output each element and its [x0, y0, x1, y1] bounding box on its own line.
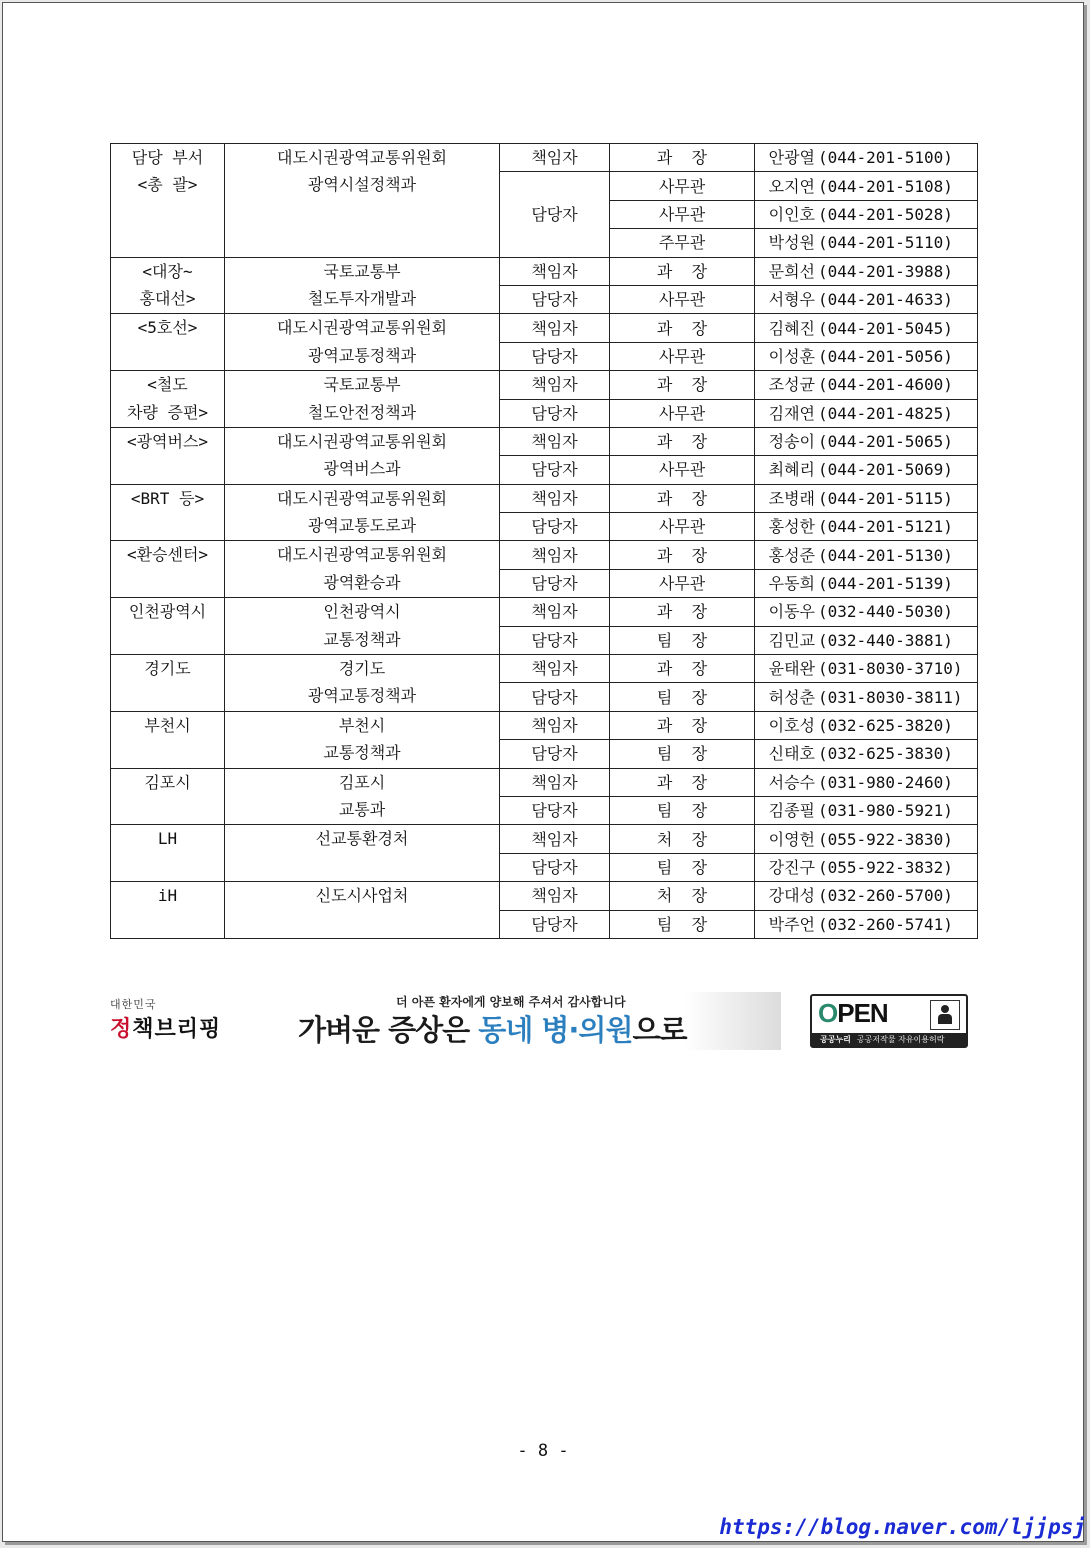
phone-number: (044-201-5121) [818, 517, 953, 537]
logo-rest-text: 책브리핑 [132, 1017, 222, 1042]
organization-line: 대도시권광역교통위원회 [276, 318, 448, 338]
organization-cell [225, 314, 500, 371]
department-cell [111, 825, 225, 882]
banner-subtitle: 더 아픈 환자에게 양보해 주셔서 감사합니다 [396, 995, 626, 1009]
position-title: 사무관 [658, 346, 706, 366]
department-cell [111, 768, 225, 825]
position-title-cell [610, 229, 755, 257]
phone-number: (031-980-5921) [818, 801, 953, 821]
position-title-cell [610, 513, 755, 541]
phone-number: (031-980-2460) [818, 772, 953, 792]
person-name: 홍성한 [768, 517, 815, 537]
position-title-cell [610, 655, 755, 683]
position-title-cell [610, 172, 755, 200]
logo-small-text: 대한민국 [110, 998, 157, 1011]
role-cell: 담당자 [500, 740, 610, 768]
position-title: 사무관 [658, 460, 706, 480]
footer [110, 988, 970, 1058]
phone-number: (044-201-5130) [818, 545, 953, 565]
phone-number: (044-201-5110) [818, 233, 953, 253]
position-title-cell [610, 853, 755, 881]
open-word [818, 998, 888, 1029]
table-row [111, 144, 978, 172]
table-row [111, 371, 978, 399]
position-title: 사무관 [658, 204, 706, 224]
table-row [111, 427, 978, 455]
department-cell [111, 371, 225, 428]
role-cell: 책임자 [500, 484, 610, 512]
department-cell [111, 144, 225, 258]
organization-line: 광역교통정책과 [307, 345, 417, 365]
position-title: 과 장 [656, 488, 708, 508]
table-row [111, 541, 978, 569]
role-cell: 담당자 [500, 456, 610, 484]
position-title: 과 장 [656, 659, 708, 679]
department-line: 차량 증편> [126, 402, 209, 422]
contact-cell [755, 825, 978, 853]
phone-number: (044-201-5069) [818, 460, 953, 480]
policy-briefing-logo [110, 996, 230, 1048]
position-title-cell [610, 257, 755, 285]
organization-cell [225, 655, 500, 712]
role-cell: 책임자 [500, 257, 610, 285]
organization-cell [225, 768, 500, 825]
position-title-cell [610, 342, 755, 370]
department-cell [111, 314, 225, 371]
contact-cell [755, 427, 978, 455]
person-name: 윤태완 [768, 659, 815, 679]
role-cell: 담당자 [500, 853, 610, 881]
role-cell: 책임자 [500, 541, 610, 569]
role-cell: 담당자 [500, 683, 610, 711]
phone-number: (044-201-4600) [818, 375, 953, 395]
person-name: 정송이 [768, 432, 815, 452]
role-cell: 담당자 [500, 513, 610, 541]
contact-cell [755, 200, 978, 228]
role-cell: 담당자 [500, 569, 610, 597]
department-cell [111, 882, 225, 939]
contact-cell [755, 513, 978, 541]
department-line: LH [157, 829, 178, 849]
organization-line: 광역시설정책과 [307, 175, 417, 195]
position-title-cell [610, 711, 755, 739]
contact-cell [755, 796, 978, 824]
person-name: 홍성준 [768, 545, 815, 565]
position-title-cell [610, 371, 755, 399]
contact-cell [755, 285, 978, 313]
department-line: 인천광역시 [128, 602, 207, 622]
position-title-cell [610, 626, 755, 654]
contact-cell [755, 541, 978, 569]
organization-line: 교통정책과 [323, 629, 401, 649]
organization-line: 대도시권광역교통위원회 [276, 488, 448, 508]
department-cell [111, 711, 225, 768]
role-cell: 책임자 [500, 711, 610, 739]
contact-cell [755, 342, 978, 370]
table-row [111, 598, 978, 626]
position-title-cell [610, 285, 755, 313]
position-title: 팀 장 [656, 687, 708, 707]
table-row [111, 314, 978, 342]
phone-number: (044-201-5139) [818, 574, 953, 594]
organization-line: 대도시권광역교통위원회 [276, 148, 448, 167]
position-title: 과 장 [656, 716, 708, 735]
organization-line: 교통정책과 [323, 743, 401, 763]
role-cell: 책임자 [500, 768, 610, 796]
phone-number: (044-201-5100) [818, 148, 953, 168]
logo-red-char: 정 [110, 1017, 133, 1042]
license-bar [812, 1033, 966, 1046]
organization-cell [225, 257, 500, 314]
person-name: 신태호 [768, 744, 815, 764]
license-bar-text: 공공저작물 자유이용허락 [856, 1035, 945, 1044]
campaign-banner [296, 992, 781, 1050]
phone-number: (032-260-5700) [818, 886, 953, 906]
contact-cell [755, 910, 978, 938]
person-name: 문희선 [768, 261, 815, 281]
organization-cell [225, 882, 500, 939]
position-title: 사무관 [658, 574, 706, 594]
organization-cell [225, 825, 500, 882]
contact-cell [755, 569, 978, 597]
department-line: <환승센터> [126, 545, 209, 565]
role-cell: 책임자 [500, 882, 610, 910]
position-title-cell [610, 427, 755, 455]
organization-line: 선교통환경처 [315, 829, 409, 849]
role-cell: 담당자 [500, 910, 610, 938]
organization-line: 인천광역시 [323, 602, 401, 622]
position-title: 과 장 [656, 375, 708, 395]
person-name: 조성균 [768, 375, 815, 395]
person-name: 안광열 [768, 148, 815, 168]
position-title: 과 장 [656, 602, 708, 622]
phone-number: (032-625-3830) [818, 744, 953, 764]
position-title-cell [610, 200, 755, 228]
department-cell [111, 484, 225, 541]
organization-cell [225, 711, 500, 768]
organization-cell [225, 541, 500, 598]
organization-line: 대도시권광역교통위원회 [276, 545, 448, 565]
position-title-cell [610, 144, 755, 172]
position-title: 사무관 [658, 176, 706, 196]
department-line: 부천시 [144, 715, 191, 735]
organization-line: 광역버스과 [323, 459, 401, 479]
position-title-cell [610, 569, 755, 597]
organization-line: 국토교통부 [323, 261, 401, 281]
logo-big-text [110, 1012, 230, 1043]
role-cell: 책임자 [500, 598, 610, 626]
table-row [111, 768, 978, 796]
person-name: 이영헌 [768, 829, 815, 849]
phone-number: (044-201-5056) [818, 346, 953, 366]
position-title-cell [610, 541, 755, 569]
person-name: 김혜진 [768, 318, 815, 338]
contact-cell [755, 314, 978, 342]
person-name: 박주언 [768, 914, 815, 934]
table-row [111, 711, 978, 739]
department-line: 담당 부서 [131, 148, 204, 167]
contact-cell [755, 484, 978, 512]
organization-line: 광역교통정책과 [307, 686, 417, 706]
position-title-cell [610, 456, 755, 484]
phone-number: (044-201-4633) [818, 290, 953, 310]
organization-line: 철도투자개발과 [307, 288, 417, 308]
banner-title-part-c: 으로 [632, 1013, 687, 1047]
contact-cell [755, 768, 978, 796]
organization-line: 철도안전정책과 [307, 402, 417, 422]
position-title: 팀 장 [656, 630, 708, 650]
organization-line: 부천시 [338, 715, 386, 735]
organization-line: 신도시사업처 [315, 886, 409, 906]
contact-cell [755, 399, 978, 427]
person-name: 김종필 [768, 801, 815, 821]
position-title: 과 장 [656, 772, 708, 792]
person-name: 오지연 [768, 176, 815, 196]
position-title-cell [610, 796, 755, 824]
phone-number: (032-440-5030) [818, 602, 953, 622]
position-title: 과 장 [656, 432, 708, 452]
person-name: 이인호 [768, 204, 815, 224]
person-name: 강진구 [768, 857, 815, 877]
contact-cell [755, 229, 978, 257]
phone-number: (044-201-4825) [818, 403, 953, 423]
open-o-letter: O [818, 998, 838, 1028]
position-title: 팀 장 [656, 744, 708, 764]
role-cell: 담당자 [500, 626, 610, 654]
phone-number: (032-260-5741) [818, 914, 953, 934]
role-cell: 담당자 [500, 399, 610, 427]
role-cell: 담당자 [500, 342, 610, 370]
table-row [111, 825, 978, 853]
organization-line: 대도시권광역교통위원회 [276, 431, 448, 451]
organization-line: 김포시 [338, 772, 386, 792]
position-title-cell [610, 683, 755, 711]
person-name: 김재연 [768, 403, 815, 423]
phone-number: (055-922-3830) [818, 829, 953, 849]
department-line: 김포시 [144, 772, 191, 792]
position-title-cell [610, 768, 755, 796]
blog-url-watermark: https://blog.naver.com/ljjpsj [719, 1515, 1086, 1539]
position-title: 과 장 [656, 148, 708, 168]
contact-cell [755, 598, 978, 626]
role-cell: 담당자 [500, 796, 610, 824]
department-line: <광역버스> [126, 431, 209, 451]
phone-number: (044-201-3988) [818, 261, 953, 281]
contact-table [110, 143, 978, 939]
contact-cell [755, 740, 978, 768]
open-license-badge [810, 994, 968, 1048]
open-rest-letters: PEN [837, 998, 888, 1028]
document-page [2, 2, 1084, 1542]
position-title: 사무관 [658, 517, 706, 537]
department-cell [111, 427, 225, 484]
organization-line: 교통과 [338, 800, 386, 819]
person-name: 이동우 [768, 602, 815, 622]
contact-cell [755, 711, 978, 739]
position-title-cell [610, 882, 755, 910]
attribution-person-icon [930, 1000, 960, 1030]
role-cell: 책임자 [500, 144, 610, 172]
position-title-cell [610, 598, 755, 626]
position-title: 주무관 [658, 233, 706, 253]
phone-number: (031-8030-3710) [818, 659, 963, 679]
role-cell: 담당자 [500, 172, 610, 257]
phone-number: (044-201-5115) [818, 488, 953, 508]
phone-number: (044-201-5028) [818, 204, 953, 224]
department-cell [111, 541, 225, 598]
phone-number: (031-8030-3811) [818, 687, 963, 707]
position-title-cell [610, 825, 755, 853]
department-line: 경기도 [144, 659, 191, 679]
person-name: 서승수 [768, 772, 815, 792]
position-title-cell [610, 910, 755, 938]
role-cell: 책임자 [500, 314, 610, 342]
organization-cell [225, 484, 500, 541]
contact-cell [755, 144, 978, 172]
contact-cell [755, 371, 978, 399]
person-name: 이호성 [768, 716, 815, 735]
position-title-cell [610, 740, 755, 768]
banner-title [298, 1008, 687, 1049]
person-name: 허성춘 [768, 687, 815, 707]
department-line: <대장~ [142, 261, 193, 281]
organization-line: 광역교통도로과 [307, 516, 417, 536]
position-title: 과 장 [656, 261, 708, 281]
position-title: 과 장 [656, 318, 708, 338]
department-cell [111, 598, 225, 655]
contact-cell [755, 172, 978, 200]
department-cell [111, 257, 225, 314]
page-number: - 8 - [517, 1441, 569, 1461]
table-row [111, 484, 978, 512]
phone-number: (044-201-5108) [818, 176, 953, 196]
position-title: 처 장 [656, 829, 708, 849]
position-title: 팀 장 [656, 914, 708, 934]
license-bar-bold: 공공누리 [820, 1035, 851, 1044]
position-title: 사무관 [658, 290, 706, 310]
role-cell: 책임자 [500, 427, 610, 455]
phone-number: (032-625-3820) [818, 716, 953, 735]
organization-cell [225, 598, 500, 655]
contact-cell [755, 456, 978, 484]
position-title: 팀 장 [656, 801, 708, 821]
role-cell: 책임자 [500, 371, 610, 399]
person-name: 우동희 [768, 574, 815, 594]
position-title-cell [610, 484, 755, 512]
table-row [111, 655, 978, 683]
person-name: 조병래 [768, 488, 815, 508]
position-title: 과 장 [656, 545, 708, 565]
department-line: 홍대선> [139, 288, 196, 308]
position-title: 팀 장 [656, 857, 708, 877]
banner-title-part-a: 가벼운 증상은 [298, 1013, 479, 1047]
contact-cell [755, 683, 978, 711]
department-cell [111, 655, 225, 712]
person-name: 서형우 [768, 290, 815, 310]
table-row [111, 882, 978, 910]
role-cell: 책임자 [500, 825, 610, 853]
organization-cell [225, 427, 500, 484]
organization-line: 국토교통부 [323, 375, 401, 395]
organization-line: 광역환승과 [323, 572, 401, 592]
role-cell: 담당자 [500, 285, 610, 313]
department-line: <총 괄> [137, 175, 198, 195]
organization-cell [225, 144, 500, 258]
phone-number: (044-201-5065) [818, 432, 953, 452]
position-title-cell [610, 399, 755, 427]
organization-cell [225, 371, 500, 428]
banner-title-part-b: 동네 병·의원 [478, 1013, 633, 1047]
person-name: 강대성 [768, 886, 815, 906]
contact-cell [755, 257, 978, 285]
organization-line: 경기도 [338, 659, 386, 679]
position-title: 사무관 [658, 403, 706, 423]
contact-cell [755, 853, 978, 881]
position-title-cell [610, 314, 755, 342]
phone-number: (044-201-5045) [818, 318, 953, 338]
phone-number: (055-922-3832) [818, 857, 953, 877]
role-cell: 책임자 [500, 655, 610, 683]
contact-cell [755, 882, 978, 910]
department-line: <BRT 등> [130, 488, 205, 508]
department-line: <철도 [147, 375, 188, 395]
department-line: <5호선> [137, 318, 198, 338]
person-name: 박성원 [768, 233, 815, 253]
person-name: 김민교 [768, 630, 815, 650]
phone-number: (032-440-3881) [818, 630, 953, 650]
department-line: iH [157, 886, 178, 906]
contact-cell [755, 626, 978, 654]
person-name: 이성훈 [768, 346, 815, 366]
person-name: 최혜리 [768, 460, 815, 480]
position-title: 처 장 [656, 886, 708, 906]
contact-cell [755, 655, 978, 683]
table-row [111, 257, 978, 285]
